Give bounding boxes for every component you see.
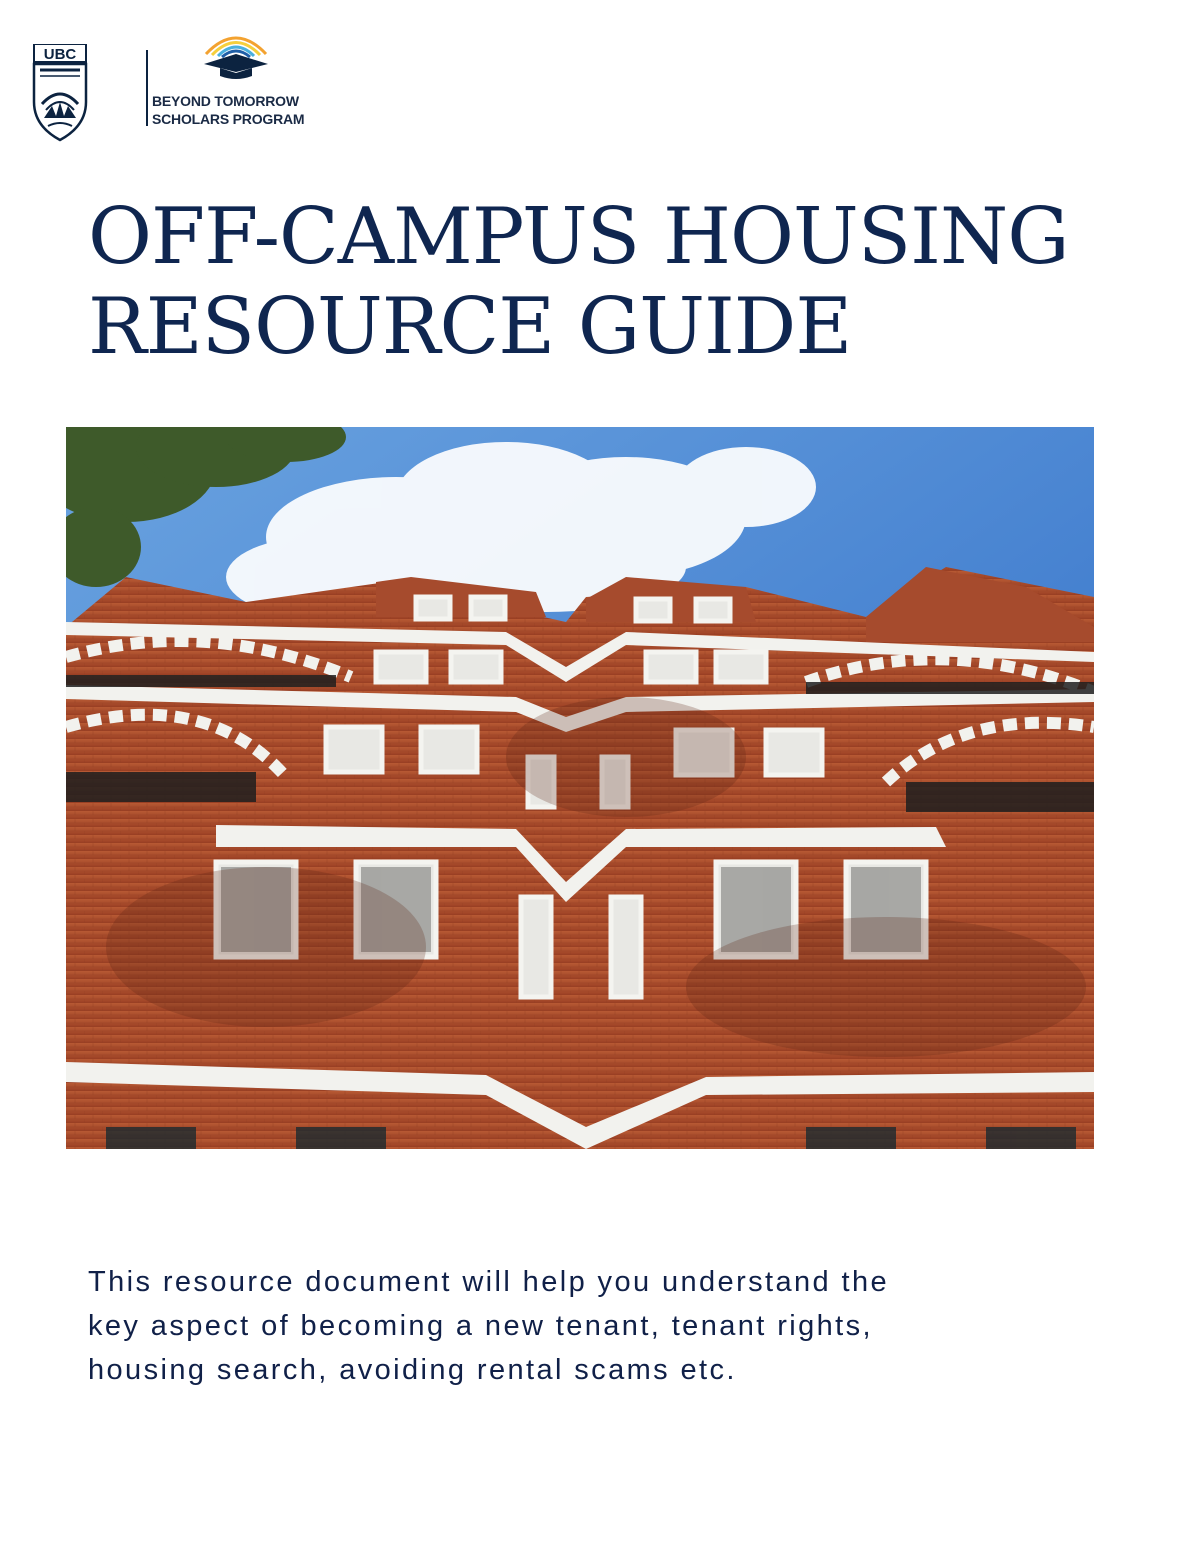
intro-line-1: This resource document will help you understand the [88, 1266, 890, 1298]
page-title [88, 192, 1148, 372]
header-divider [146, 50, 148, 126]
intro-line-2: key aspect of becoming a new tenant, tenant rights, [88, 1310, 873, 1342]
page-title-line-1: OFF-CAMPUS HOUSING [88, 192, 1069, 282]
intro-paragraph [88, 1260, 1088, 1392]
rainbow-graduation-cap-icon [200, 28, 272, 84]
program-name [152, 92, 452, 128]
ubc-crest-icon [32, 44, 88, 156]
program-name-line-1: BEYOND TOMORROW [152, 93, 299, 109]
svg-text:UBC: UBC [43, 46, 77, 63]
page-title-line-2: RESOURCE GUIDE [88, 282, 852, 372]
header [28, 28, 428, 138]
program-name-line-2: SCHOLARS PROGRAM [152, 111, 305, 127]
building-photo [66, 427, 1094, 1149]
intro-line-3: housing search, avoiding rental scams etc. [88, 1354, 737, 1386]
